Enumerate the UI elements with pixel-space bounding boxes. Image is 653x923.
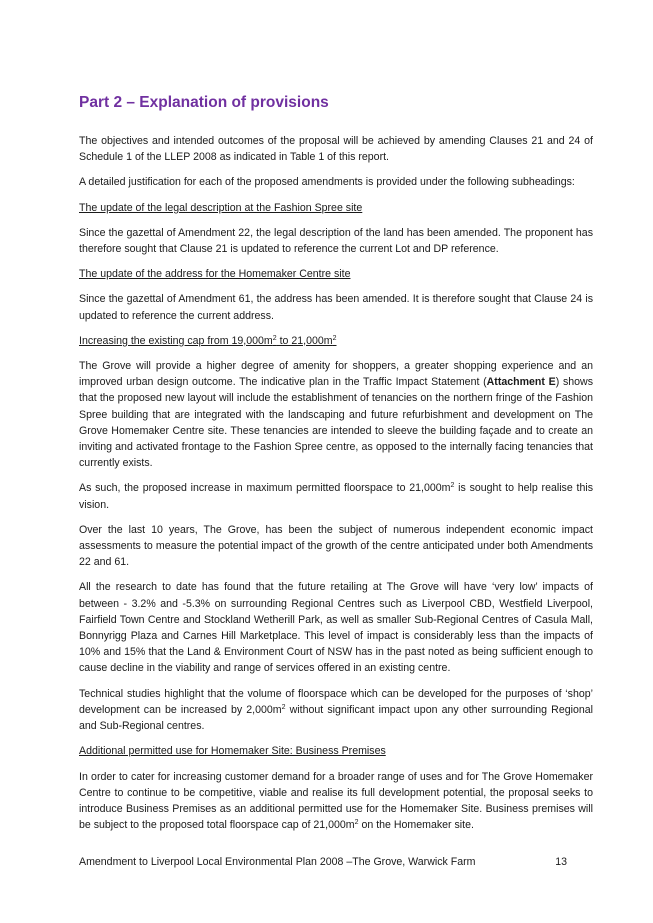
attachment-reference: Attachment E — [486, 376, 556, 389]
paragraph-homemaker-address: Since the gazettal of Amendment 61, the address has been amended. It is therefore sought that Clause 24 is updated to reference the current address. — [79, 293, 593, 322]
text-run: Technical studies highlight that the volume of floorspace which can be developed for the purposes of ‘shop’ development can be increased by 2,000m — [79, 687, 593, 716]
superscript: 2 — [450, 482, 455, 490]
text-run: ) shows that the proposed new layout will include the establishment of tenancies on the northern fringe of the Fashion Spree building that are integrated with the landscaping and future refurbishment and development on The Grove Homemaker Centre site. These tenancies are intended to sleeve the building façade and to create an inviting and activated frontage to the Fashion Spree centre, as opposed to the internally facing tenancies that currently exists. — [79, 376, 593, 470]
subheading-legal-description: The update of the legal description at the Fashion Spree site — [79, 201, 363, 214]
subheading-business-premises: Additional permitted use for Homemaker Site: Business Premises — [79, 745, 386, 758]
paragraph-technical-studies — [79, 686, 593, 735]
superscript: 2 — [272, 334, 277, 342]
superscript: 2 — [281, 703, 286, 711]
text-run: is sought to help realise this vision. — [79, 482, 593, 511]
text-run: on the Homemaker site. — [358, 819, 474, 832]
paragraph-economic-assessments: Over the last 10 years, The Grove, has been the subject of numerous independent economic impact assessments to measure the potential impact of the growth of the centre anticipated under both Amendments 22 and 61. — [79, 523, 593, 569]
page-number: 13 — [555, 856, 567, 868]
superscript: 2 — [332, 334, 337, 342]
paragraph-floorspace-increase — [79, 480, 593, 512]
superscript: 2 — [354, 819, 359, 827]
subheading-cap-text-b: to 21,000m — [276, 334, 333, 347]
text-run: In order to cater for increasing customer demand for a broader range of uses and for The Grove Homemaker Centre to continue to be competitive, viable and realise its full development potential, the proposal seeks to introduce Business Premises as an additional permitted use for the Homemaker Site. Business premises will be subject to the proposed total floorspace cap of 21,000m — [79, 770, 593, 832]
paragraph-justification-intro: A detailed justification for each of the proposed amendments is provided under the following subheadings: — [79, 176, 575, 189]
paragraph-business-premises — [79, 769, 593, 834]
subheading-cap-text-a: Increasing the existing cap from 19,000m — [79, 334, 273, 347]
paragraph-research-findings: All the research to date has found that the future retailing at The Grove will have ‘very low’ impacts of between - 3.2% and -5.3% on surrounding Regional Centres such as Liverpool CBD, Westfield Liverpool, Fairfield Town Centre and Stockland Wetherill Park, as well as smaller Sub-Regional Centres of Casula Mall, Bonnyrigg Plaza and Carnes Hill Marketplace. This level of impact is considerably less than the impacts of 10% and 15% that the Land & Environment Court of NSW has in the past noted as being sufficient enough to cause decline in the viability and range of services offered in an existing centre. — [79, 581, 593, 675]
text-run: As such, the proposed increase in maximum permitted floorspace to 21,000m — [79, 482, 451, 495]
paragraph-amenity — [79, 358, 593, 471]
paragraph-legal-description: Since the gazettal of Amendment 22, the legal description of the land has been amended. The proponent has therefore sought that Clause 21 is updated to reference the current Lot and DP reference. — [79, 226, 593, 256]
footer-document-title: Amendment to Liverpool Local Environmental Plan 2008 –The Grove, Warwick Farm — [79, 856, 476, 868]
text-run: The Grove will provide a higher degree of amenity for shoppers, a greater shopping experience and an improved urban design outcome. The indicative plan in the Traffic Impact Statement ( — [79, 360, 593, 389]
subheading-cap-increase — [79, 333, 593, 349]
page-footer — [79, 855, 567, 869]
paragraph-objectives: The objectives and intended outcomes of the proposal will be achieved by amending Clauses 21 and 24 of Schedule 1 of the LLEP 2008 as indicated in Table 1 of this report. — [79, 135, 593, 164]
section-title: Part 2 – Explanation of provisions — [79, 94, 329, 111]
text-run: without significant impact upon any other surrounding Regional and Sub-Regional centres. — [79, 703, 593, 733]
page-content — [79, 92, 593, 842]
subheading-homemaker-address: The update of the address for the Homemaker Centre site — [79, 268, 351, 281]
